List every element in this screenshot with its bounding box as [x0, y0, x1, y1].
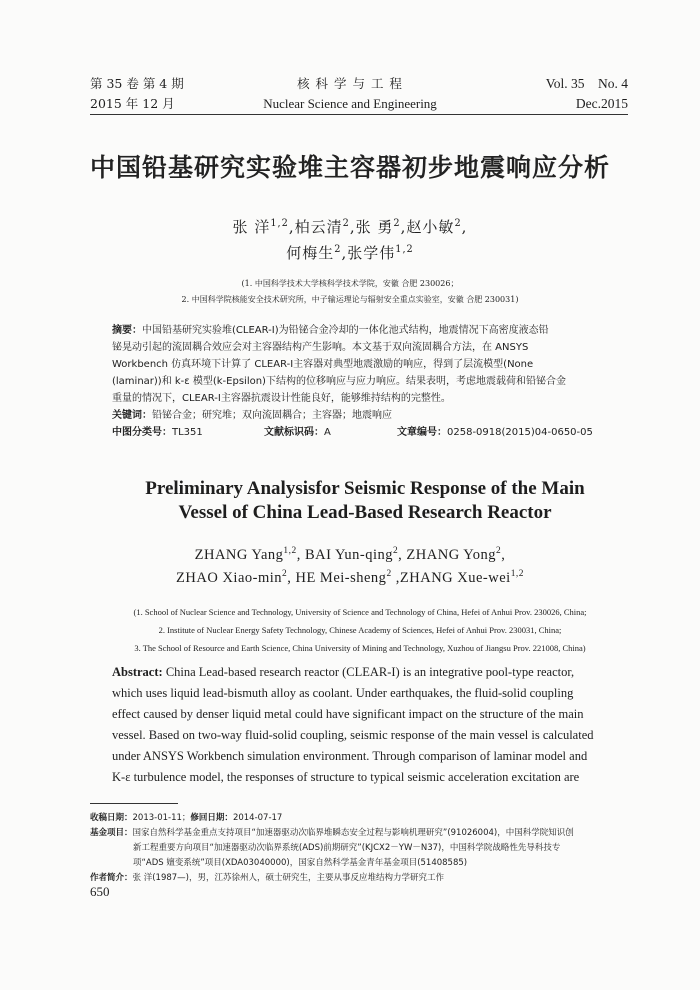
received-dates: 收稿日期：2013-01-11；修回日期：2014-07-17: [90, 813, 283, 823]
keywords-cn-label: 关键词：: [112, 410, 152, 421]
author-en: ZHANG Xue-wei$^{1,2}$: [399, 569, 524, 586]
author-cn: 赵小敏$^2$,: [406, 218, 468, 236]
affiliation-cn-2: 2. 中国科学院核能安全技术研究所，中子输运理论与辐射安全重点实验室，安徽 合肥 230031): [181, 295, 519, 304]
abstract-cn-line: Workbench 仿真环境下计算了 CLEAR-Ⅰ主容器对典型地震激励的响应，得到了层流模型(None: [112, 359, 534, 370]
classification-row: [112, 424, 617, 441]
issue-volume-en: Vol. 35 No. 4: [545, 76, 628, 91]
abstract-en-line: vessel. Based on two-way fluid-solid coupling, seismic response of the main vessel is calculated: [112, 728, 594, 742]
issue-volume-cn: 第 35 卷 第 4 期: [90, 76, 184, 91]
title-en: [100, 477, 630, 525]
author-cn: 何梅生$^2$,: [286, 244, 348, 262]
issue-date-en: Dec.2015: [575, 96, 628, 111]
abstract-cn-label: 摘要：: [112, 325, 142, 336]
abstract-cn-line: 重量的情况下，CLEAR-Ⅰ主容器抗震设计性能良好，能够维持结构的完整性。: [112, 393, 451, 404]
author-bio: 作者简介：张 洋(1987—)，男，江苏徐州人，硕士研究生，主要从事反应堆结构力学研究工作: [90, 873, 444, 883]
affiliation-cn-1: (1. 中国科学技术大学核科学技术学院，安徽 合肥 230026；: [241, 279, 459, 288]
title-en-line: Preliminary Analysisfor Seismic Response of the Main: [145, 478, 585, 499]
authors-en-line1: [0, 544, 700, 566]
affiliation-en: 3. The School of Resource and Earth Science, China University of Mining and Technology, Xuzhou of Jiangsu Prov. 221008, China): [134, 643, 586, 653]
abstract-cn: [112, 322, 617, 441]
author-en: HE Mei-sheng$^2$ ,: [295, 569, 400, 586]
footnote-rule: [90, 803, 178, 804]
abstract-cn-line: (laminar))和 k-ε 模型(k-Epsilon)下结构的位移响应与应力响应。结果表明，考虑地震载荷和铅铋合金: [112, 376, 566, 387]
abstract-cn-line: 中国铅基研究实验堆(CLEAR-Ⅰ)为铅铋合金冷却的一体化池式结构，地震情况下高密度液态铅: [142, 325, 549, 336]
issue-date-cn: 2015 年 12 月: [90, 96, 175, 111]
footnotes: [90, 811, 630, 886]
title-cn: 中国铅基研究实验堆主容器初步地震响应分析: [89, 153, 610, 182]
author-en: BAI Yun-qing$^2$,: [304, 546, 407, 563]
document-code: 文献标识码：A: [264, 427, 331, 438]
author-en: ZHANG Yong$^2$,: [406, 546, 506, 563]
affiliation-en: 2. Institute of Nuclear Energy Safety Technology, Chinese Academy of Sciences, Hefei of Anhui Prov. 230031, China;: [158, 625, 562, 635]
author-cn: 柏云清$^2$,: [294, 218, 356, 236]
authors-en-line2: [0, 567, 700, 589]
abstract-en-line: which uses liquid lead-bismuth alloy as coolant. Under earthquakes, the fluid-solid coupling: [112, 686, 574, 700]
authors-cn-line1: [0, 216, 700, 237]
author-cn: 张学伟$^{1,2}$: [347, 244, 414, 262]
author-en: ZHAO Xiao-$\min^2$,: [176, 569, 296, 586]
keywords-cn: [112, 407, 617, 424]
author-en: ZHANG Yang$^{1,2}$,: [194, 546, 305, 563]
author-cn: 张 洋$^{1,2}$,: [232, 218, 295, 236]
keywords-cn-text: 铅铋合金；研究堆；双向流固耦合；主容器；地震响应: [152, 410, 392, 421]
page-number: 650: [90, 884, 110, 899]
article-number: 文章编号：0258-0918(2015)04-0650-05: [397, 427, 593, 438]
abstract-en-label: Abstract:: [112, 665, 163, 679]
abstract-en-line: under ANSYS Workbench simulation environment. Through comparison of laminar model and: [112, 749, 588, 763]
clc-number: 中图分类号：TL351: [112, 427, 203, 438]
header-rule: [90, 114, 628, 115]
abstract-en-line: effect caused by denser liquid metal could have significant impact on the structure of the main: [112, 707, 584, 721]
fund-line: 基金项目：国家自然科学基金重点支持项目“加速器驱动次临界堆瞬态安全过程与影响机理研究”(91026004)，中国科学院知识创: [90, 828, 574, 838]
authors-cn-line2: [0, 242, 700, 263]
fund-line: 项“ADS 嬗变系统”项目(XDA03040000)，国家自然科学基金青年基金项目(51408585): [133, 858, 468, 868]
abstract-en-line: China Lead-based research reactor (CLEAR-I) is an integrative pool-type reactor,: [162, 665, 575, 679]
title-en-line: Vessel of China Lead-Based Research Reactor: [178, 502, 552, 523]
affiliation-en: (1. School of Nuclear Science and Technology, University of Science and Technology of China, Hefei of Anhui Prov. 230026, China;: [133, 607, 587, 617]
abstract-en: [112, 662, 622, 788]
abstract-en-line: K-ε turbulence model, the responses of structure to typical seismic acceleration excitation are: [112, 770, 580, 784]
author-cn: 张 勇$^2$,: [355, 218, 407, 236]
abstract-cn-line: 铋晃动引起的流固耦合效应会对主容器结构产生影响。本文基于双向流固耦合方法，在 ANSYS: [112, 342, 529, 353]
affiliations-en: [80, 603, 640, 657]
fund-line: 新工程重要方向项目“加速器驱动次临界系统(ADS)前期研究”(KJCX2－YW－N37)，中国科学院战略性先导科技专: [133, 843, 561, 853]
journal-title-cn: 核 科 学 与 工 程: [297, 76, 403, 91]
journal-title-en: Nuclear Science and Engineering: [263, 96, 437, 111]
